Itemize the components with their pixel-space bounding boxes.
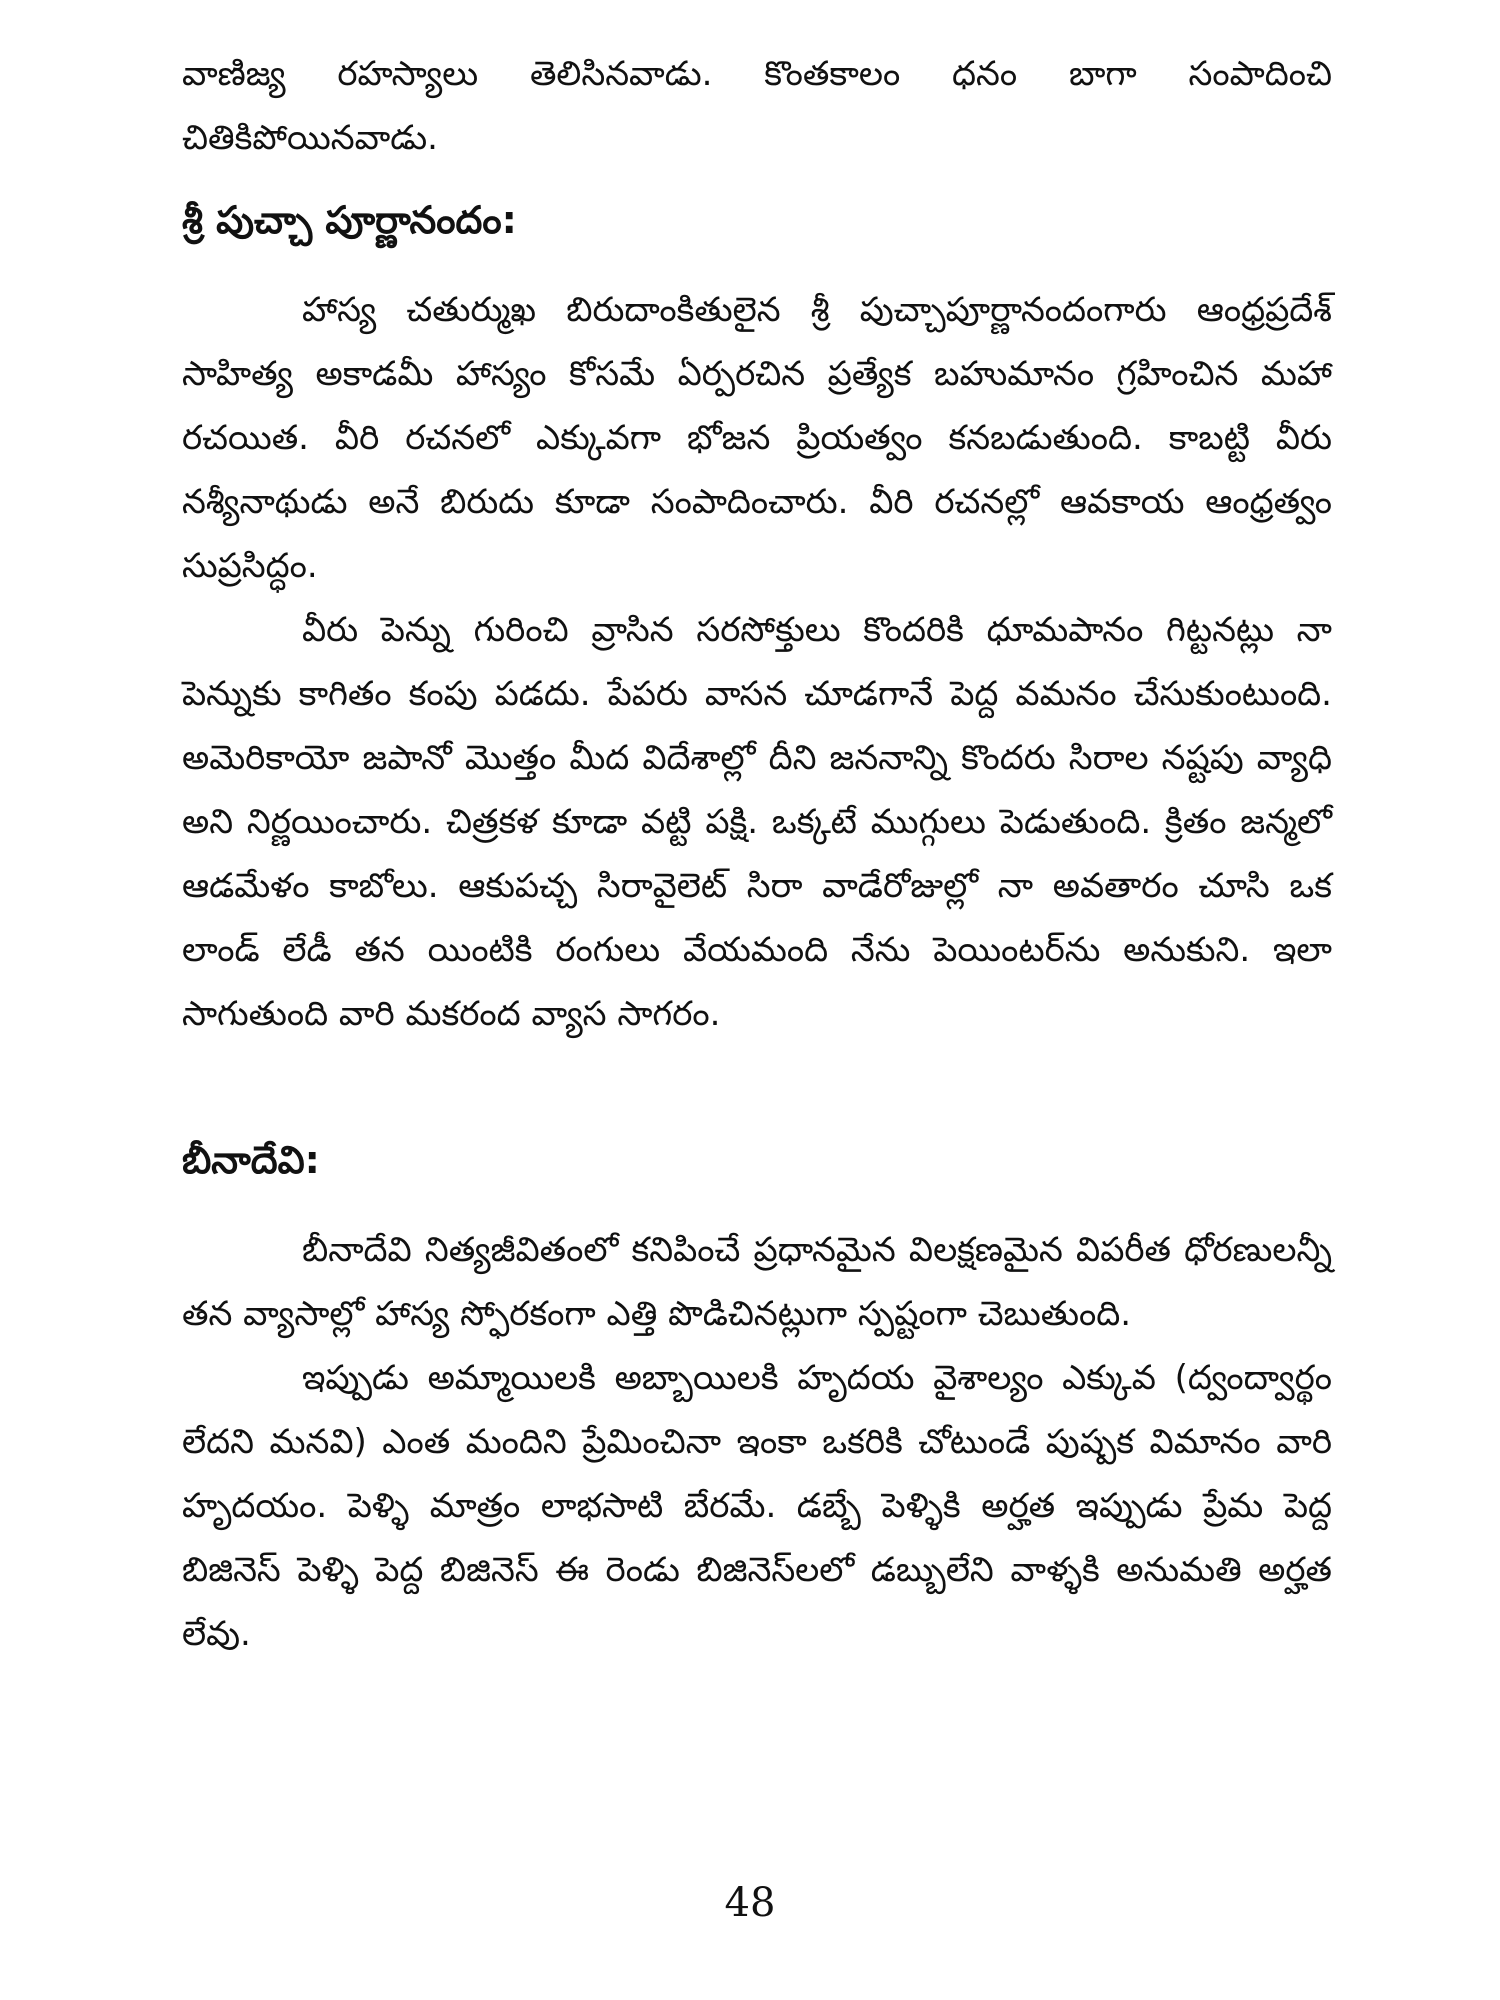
paragraph: బీనాదేవి నిత్యజీవితంలో కనిపించే ప్రధానమైన విలక్షణమైన విపరీత ధోరణులన్నీ తన వ్యాసాల్లో హాస్య స్ఫోరకంగా ఎత్తి పొడిచినట్లుగా స్పష్టంగా చెబుతుంది. [182,1230,1332,1334]
paragraph: వీరు పెన్ను గురించి వ్రాసిన సరసోక్తులు కొందరికి ధూమపానం గిట్టనట్లు నా పెన్నుకు కాగితం కంపు పడదు. పేపరు వాసన చూడగానే పెద్ద వమనం చేసుకుంటుంది. అమెరికాయో జపానో మొత్తం మీద విదేశాల్లో దీని జననాన్ని కొందరు సిరాల నష్టపు వ్యాధి అని నిర్ణయించారు. చిత్రకళ కూడా వట్టి పక్షి. ఒక్కటే ముగ్గులు పెడుతుంది. క్రితం జన్మలో ఆడమేళం కాబోలు. ఆకుపచ్చ సిరావైలెట్ సిరా వాడేరోజుల్లో నా అవతారం చూసి ఒక లాండ్ లేడీ తన యింటికి రంగులు వేయమంది నేను పెయింటర్‌ను అనుకుని. ఇలా సాగుతుంది వారి మకరంద వ్యాస సాగరం. [182,610,1332,1034]
section-heading-puchha-purnanandam: శ్రీ పుచ్చా పూర్ణానందం: [182,198,517,242]
paragraph: హాస్య చతుర్ముఖ బిరుదాంకితులైన శ్రీ పుచ్చాపూర్ణానందంగారు ఆంధ్రప్రదేశ్ సాహిత్య అకాడమీ హాస్యం కోసమే ఏర్పరచిన ప్రత్యేక బహుమానం గ్రహించిన మహా రచయిత. వీరి రచనలో ఎక్కువగా భోజన ప్రియత్వం కనబడుతుంది. కాబట్టి వీరు నశ్యీనాథుడు అనే బిరుదు కూడా సంపాదించారు. వీరి రచనల్లో ఆవకాయ ఆంధ్రత్వం సుప్రసిద్ధం. [182,290,1332,586]
paragraph: ఇప్పుడు అమ్మాయిలకి అబ్బాయిలకి హృదయ వైశాల్యం ఎక్కువ (ద్వంద్వార్థం లేదని మనవి) ఎంత మందిని ప్రేమించినా ఇంకా ఒకరికి చోటుండే పుష్పక విమానం వారి హృదయం. పెళ్ళి మాత్రం లాభసాటి బేరమే. డబ్బే పెళ్ళికి అర్హత ఇప్పుడు ప్రేమ పెద్ద బిజినెస్ పెళ్ళి పెద్ద బిజినెస్ ఈ రెండు బిజినెస్‌లలో డబ్బులేని వాళ్ళకి అనుమతి అర్హత లేవు. [182,1358,1332,1654]
section-heading-beenadevi: బీనాదేవి: [182,1138,320,1182]
section-body-puchha-purnanandam [182,278,1332,1046]
opening-text [182,42,1332,170]
opening-paragraph: వాణిజ్య రహస్యాలు తెలిసినవాడు. కొంతకాలం ధనం బాగా సంపాదించి చితికిపోయినవాడు. [182,54,1332,158]
page-number: 48 [724,1880,776,1926]
section-body-beenadevi [182,1218,1332,1666]
